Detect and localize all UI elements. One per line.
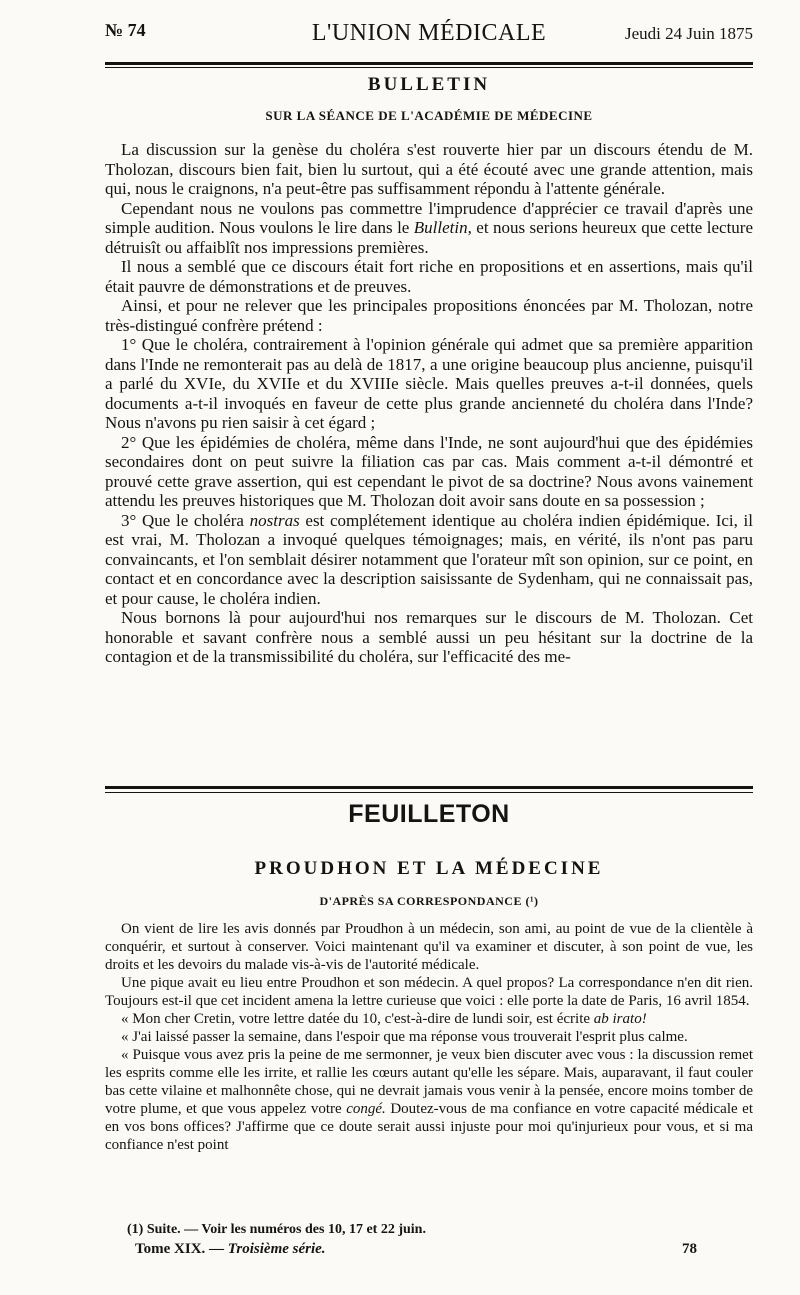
bulletin-subtitle: SUR LA SÉANCE DE L'ACADÉMIE DE MÉDECINE bbox=[265, 108, 593, 123]
paragraph: On vient de lire les avis donnés par Proudhon à un médecin, son ami, au point de vue de la clientèle à conquérir, et surtout à conserver. Voici maintenant qu'il va examiner et discuter, à son point de vue, les droits et les devoirs du malade vis-à-vis de l'autorité médicale. bbox=[105, 921, 753, 973]
paragraph: « Puisque vous avez pris la peine de me sermonner, je veux bien discuter avec vous : la discussion remet les esprits comme elle les irrite, et rallie les cœurs autant qu'elle les sépare. Mais, auparavant, il faut couler bas cette vilaine et malhonnête chose, qui ne devrait jamais vous venir à la pensée, encore moins tomber de votre plume, et que vous appelez votre congé. Doutez-vous de ma confiance en votre capacité médicale et en vos bons offices? J'affirme que ce doute serait aussi injuste pour moi qu'injurieux pour vous, et si ma confiance n'est point bbox=[105, 1047, 754, 1153]
journal-title: L'UNION MÉDICALE bbox=[311, 20, 547, 46]
paragraph: « Mon cher Cretin, votre lettre datée du 10, c'est-à-dire de lundi soir, est écrite ab irato! bbox=[121, 1011, 647, 1027]
bulletin-title: BULLETIN bbox=[367, 74, 491, 95]
header-rule-thin bbox=[105, 67, 753, 68]
feuilleton-subtitle: PROUDHON ET LA MÉDECINE bbox=[254, 858, 604, 879]
paragraph: 1° Que le choléra, contrairement à l'opinion générale qui admet que sa première apparition dans l'Inde ne remonterait pas au delà de 1817, a une origine beaucoup plus ancienne, puisqu'il a parlé du XVIe, du XVIIe et du XVIIIe siècle. Mais quelles preuves a-t-il données, quels documents a-t-il invoqués en faveur de cette plus grande ancienneté du choléra dans l'Inde? Nous n'avons pu rien saisir à cet égard ; bbox=[105, 335, 753, 432]
paragraph: Cependant nous ne voulons pas commettre l'imprudence d'apprécier ce travail d'après une simple audition. Nous voulons le lire dans le Bulletin, et nous serions heureux que cette lecture détruisît ou affaiblît nos impressions premières. bbox=[105, 198, 754, 257]
issue-date: Jeudi 24 Juin 1875 bbox=[625, 24, 753, 43]
feuilleton-byline: D'APRÈS SA CORRESPONDANCE (¹) bbox=[319, 894, 539, 908]
paragraph: « J'ai laissé passer la semaine, dans l'espoir que ma réponse vous trouverait l'esprit plus calme. bbox=[121, 1029, 688, 1045]
paragraph: Nous bornons là pour aujourd'hui nos remarques sur le discours de M. Tholozan. Cet honorable et savant confrère nous a semblé aussi un peu hésitant sur la doctrine de la contagion et de la transmissibilité du choléra, sur l'efficacité des me- bbox=[105, 608, 753, 666]
paragraph: Une pique avait eu lieu entre Proudhon et son médecin. A quel propos? La correspondance n'en dit rien. Toujours est-il que cet incident amena la lettre curieuse que voici : elle porte la date de Paris, 16 avril 1854. bbox=[105, 975, 753, 1009]
footnote: (1) Suite. — Voir les numéros des 10, 17 et 22 juin. bbox=[127, 1222, 426, 1237]
feuilleton-title: FEUILLETON bbox=[348, 800, 510, 828]
page-header bbox=[105, 18, 753, 48]
bulletin-body bbox=[105, 140, 753, 667]
section-rule-thin bbox=[105, 792, 753, 793]
section-rule bbox=[105, 786, 753, 789]
paragraph: Il nous a semblé que ce discours était fort riche en propositions et en assertions, mais qu'il était pauvre de démonstrations et de preuves. bbox=[105, 257, 753, 296]
paragraph: 3° Que le choléra nostras est complétement identique au choléra indien épidémique. Ici, il est vrai, M. Tholozan a invoqué quelques témoignages; mais, en vérité, ils n'ont pas paru convaincants, et l'on semblait désirer notamment que l'orateur mît son opinion, sur ce point, en contact et en concordance avec la description saisissante de Sydenham, qui ne connaissait pas, et pour cause, le choléra indien. bbox=[105, 510, 754, 608]
issue-number: № 74 bbox=[105, 20, 146, 40]
page-number: 78 bbox=[682, 1241, 697, 1257]
volume-line: Tome XIX. — Troisième série. bbox=[135, 1241, 326, 1257]
paragraph: Ainsi, et pour ne relever que les principales propositions énoncées par M. Tholozan, notre très-distingué confrère prétend : bbox=[105, 296, 753, 335]
paragraph: La discussion sur la genèse du choléra s'est rouverte hier par un discours étendu de M. Tholozan, discours bien fait, bien lu surtout, qui a été écouté avec une grande attention, mais qui, nous le craignons, n'a peut-être pas suffisamment répondu à l'attente générale. bbox=[105, 140, 753, 198]
paragraph: 2° Que les épidémies de choléra, même dans l'Inde, ne sont aujourd'hui que des épidémies secondaires dont on peut suivre la filiation cas par cas. Mais comment a-t-il démontré et prouvé cette grave assertion, qui est cependant le pivot de sa doctrine? Nous avons vainement attendu les preuves historiques que M. Tholozan doit avoir sans doute en sa possession ; bbox=[105, 432, 753, 510]
feuilleton-body bbox=[105, 920, 753, 1154]
header-rule bbox=[105, 62, 753, 65]
